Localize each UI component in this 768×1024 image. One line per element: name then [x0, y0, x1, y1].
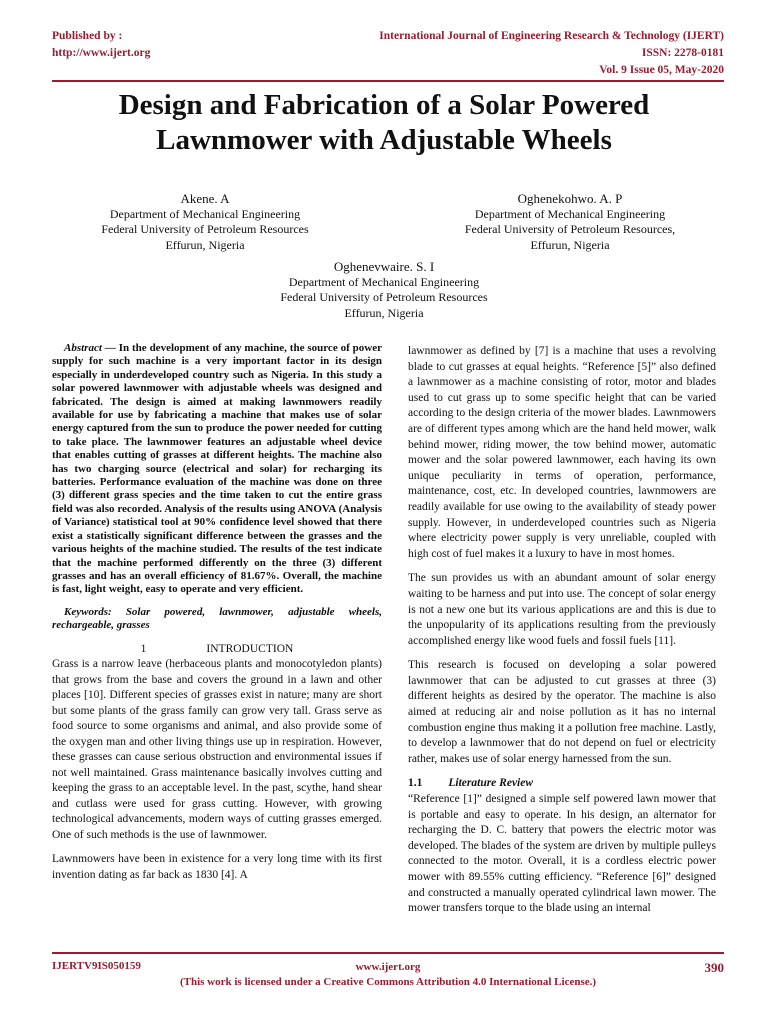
abstract-label: Abstract: [64, 342, 102, 354]
header-left: [52, 28, 150, 62]
title-line-1: Design and Fabrication of a Solar Powered: [118, 89, 650, 121]
abstract-text: — In the development of any machine, the source of power supply for such machine is a very important factor in its design especially in underdeveloped country such as Nigeria. In this study a solar powered lawnmower with adjustable wheels was designed and fabricated. The design is aimed at making lawnmowers readily available for use by fabricating a machine that makes use of solar energy captured from the sun to produce the power needed for cutting to take place. The lawnmower features an adjustable wheel device that enables cutting of grasses at different heights. The machine also has two charging source (electrical and solar) for recharging its batteries. Performance evaluation of the machine was done on three (3) different grass species and the time taken to cut the entire grass field was also recorded. Analysis of the results using ANOVA (Analysis of Variance) statistical tool at 90% confidence level showed that there exist a statistically significant difference between the grasses and the various heights of the machine studied. The results of the test indicate that the machine performed differently on the three (3) different grasses and has an overall efficiency of 81.67%. Overall, the machine is fast, light weight, easy to operate and very efficient.: [52, 342, 382, 596]
paper-title: [40, 88, 728, 158]
header-divider: [52, 80, 724, 82]
right-paragraph-2: The sun provides us with an abundant amount of solar energy waiting to be harness and put into use. The concept of solar energy is not a new one but its various applications are and this is due to the unpopularity of its applications resulting from the previously accomplished energy like wood fuels and fossil fuels [11].: [408, 572, 716, 647]
right-paragraph-1: lawnmower as defined by [7] is a machine that uses a revolving blade to cut grasses at equal heights. “Reference [5]” also defined a lawnmower as a machine consisting of rotor, motor and blades used to cut grass up to some specific height that can be varied according to the design criteria of the mower blades. Lawnmowers are of different types among which are the hand held mower, walk behind mower, riding mower, the tow behind mower, automatic mower and the solar powered lawnmower, each having its own unique peculiarity in terms of operation, performance, maintenance, cost, etc. In developed countries, lawnmowers are readily available for use owing to the availability of steady power supply. However, in underdeveloped countries such as Nigeria where electricity power supply is very unreliable, coupled with high cost of fuel makes it a luxury to have in most homes.: [408, 345, 716, 560]
license-notice: (This work is licensed under a Creative Commons Attribution 4.0 International License.): [179, 976, 597, 988]
volume-issue: Vol. 9 Issue 05, May-2020: [599, 64, 724, 76]
author-name: Akene. A: [180, 191, 230, 206]
keywords: Keywords: Solar powered, lawnmower, adjustable wheels, rechargeable, grasses: [52, 605, 382, 632]
literature-paragraph: “Reference [1]” designed a simple self powered lawn mower that is portable and easy to operate. In his design, an alternator for recharging the D. C. battery that powers the electric motor was developed. The blades of the system are driven by multiple pulleys connected to the motor. Overall, it is a cordless electric power mower with 89.55% cutting efficiency. “Reference [6]” designed and constructed a manually operated cylindrical lawn mower. The mower transfers torque to the blade using an internal: [408, 793, 716, 915]
footer-divider: [52, 952, 724, 954]
author-block-2: [420, 191, 720, 253]
author-university: Federal University of Petroleum Resources: [280, 290, 488, 304]
author-name: Oghenekohwo. A. P: [517, 191, 623, 206]
footer-center: [52, 960, 724, 990]
author-department: Department of Mechanical Engineering: [109, 206, 301, 221]
published-by: Published by :: [52, 30, 123, 42]
intro-paragraph-2: Lawnmowers have been in existence for a very long time with its first invention dating as far back as 1830 [4]. A: [52, 853, 382, 881]
section-heading-introduction: [52, 642, 382, 658]
author-block-1: [60, 191, 350, 253]
author-university: Federal University of Petroleum Resources,: [464, 222, 676, 236]
journal-url-link[interactable]: http://www.ijert.org: [52, 47, 151, 59]
intro-paragraph-1: Grass is a narrow leave (herbaceous plants and monocotyledon plants) that grows from the base and covers the ground in a lawn and other places [10]. Different species of grasses exist in nature; many are short but some plants of the grass family can grow very tall. Grass serve as food source to some organisms and animal, and also provide some of the oxygen man and other living things use up in respiration. However, these grasses can cause serious obstruction and environmental issues if not well maintained. Grass maintenance basically involves cutting and keeping the grass to an acceptable level. In the past, scythe, hand shear and cutlass were used for grass cutting. However, with growing technological advancements, modern ways of cutting grasses emerged. One of such methods is the use of lawnmower.: [52, 658, 382, 841]
author-block-3: [234, 259, 534, 321]
author-university: Federal University of Petroleum Resources: [101, 222, 309, 236]
left-column: [52, 342, 382, 892]
page-header: [52, 28, 724, 78]
abstract: [52, 342, 382, 597]
page-number: 390: [704, 960, 724, 975]
author-location: Effurun, Nigeria: [165, 237, 245, 252]
journal-name: International Journal of Engineering Research & Technology (IJERT): [379, 30, 724, 42]
issn: ISSN: 2278-0181: [641, 47, 724, 59]
title-line-2: Lawnmower with Adjustable Wheels: [156, 124, 612, 156]
subsection-heading-literature-review: [408, 776, 716, 792]
author-location: Effurun, Nigeria: [530, 237, 610, 252]
page-footer: [52, 952, 724, 1012]
section-number: 1: [140, 642, 147, 655]
right-paragraph-3: This research is focused on developing a solar powered lawnmower that can be adjusted to cut grasses at three (3) different heights as desired by the operator. The machine is also aimed at reducing air and noise pollution as it has no internal combustion engine thus making it a pollution free machine. Lastly, to develop a lawnmower that do not depend on fuel or electricity rather, makes use of solar energy harnessed from the sun.: [408, 659, 716, 765]
author-department: Department of Mechanical Engineering: [288, 274, 480, 289]
subsection-title: Literature Review: [448, 777, 534, 790]
header-right: [379, 28, 724, 79]
footer-site-link[interactable]: www.ijert.org: [355, 961, 421, 973]
right-column: [408, 344, 716, 926]
section-title: INTRODUCTION: [206, 642, 294, 655]
subsection-number: 1.1: [408, 777, 423, 790]
author-name: Oghenevwaire. S. I: [333, 259, 435, 274]
paper-id: IJERTV9IS050159: [52, 960, 141, 972]
author-location: Effurun, Nigeria: [344, 305, 424, 320]
author-department: Department of Mechanical Engineering: [474, 206, 666, 221]
